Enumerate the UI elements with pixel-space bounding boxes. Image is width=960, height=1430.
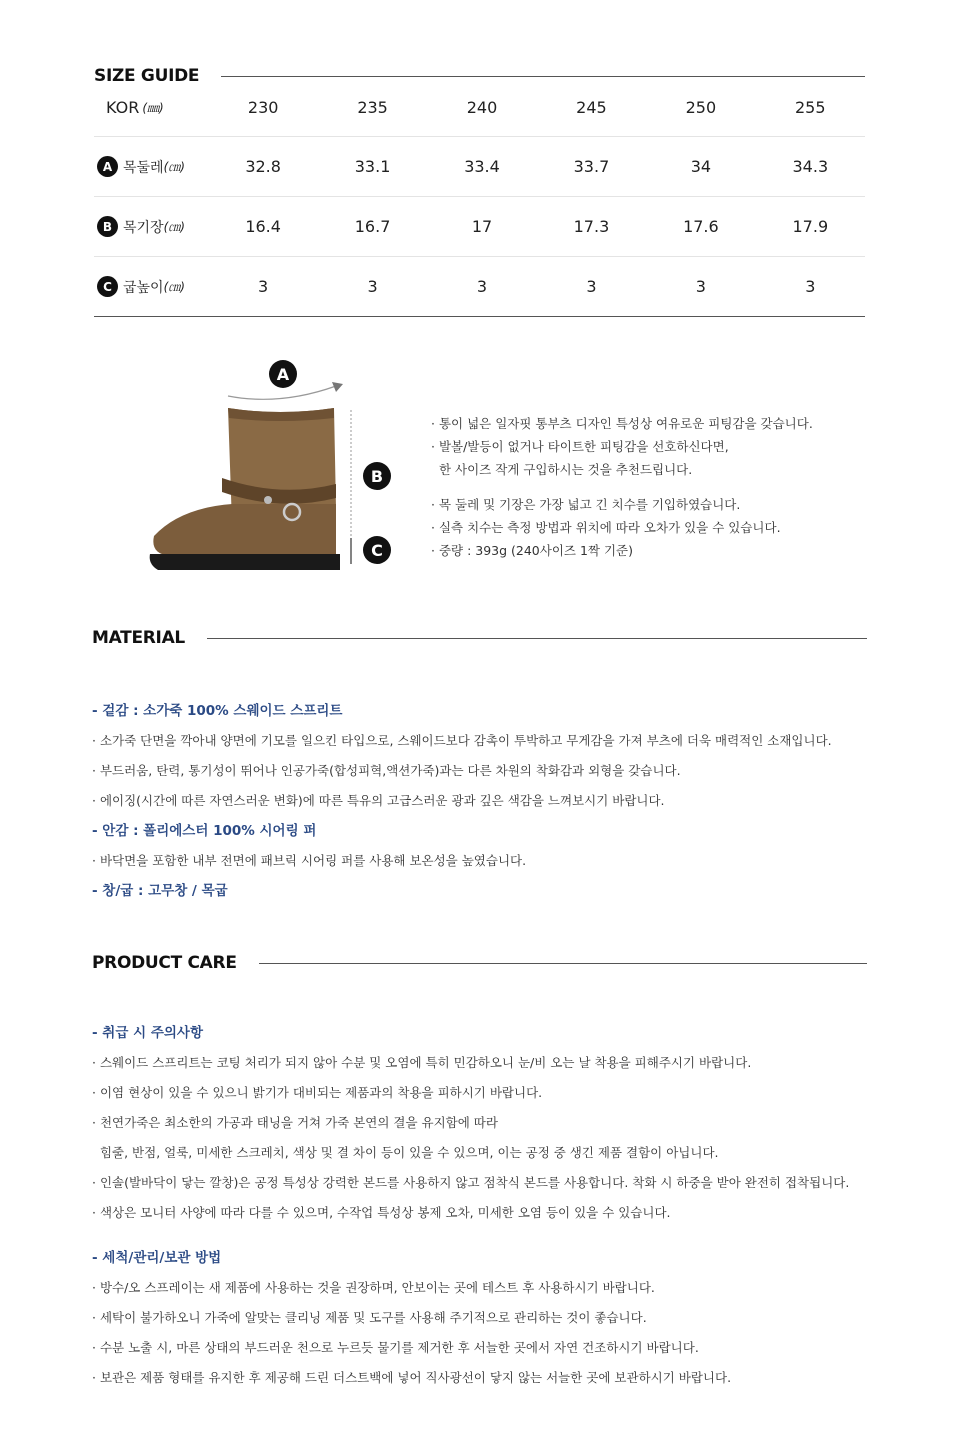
- size-col: 245: [576, 97, 607, 117]
- table-cell: 17: [471, 217, 493, 236]
- size-col: 255: [795, 97, 826, 117]
- table-row: [94, 197, 865, 257]
- care-line: · 방수/오 스프레이는 새 제품에 사용하는 것을 권장하며, 안보이는 곳에 테스트 후 사용하시기 바랍니다.: [92, 1280, 655, 1295]
- row-label-text: 목둘레: [123, 159, 164, 176]
- marker-a-text: A: [276, 365, 290, 384]
- care-line: · 수분 노출 시, 마른 상태의 부드러운 천으로 누르듯 물기를 제거한 후 서늘한 곳에서 자연 건조하시기 바랍니다.: [92, 1340, 699, 1355]
- care-content: [92, 1018, 872, 1393]
- note-line: 한 사이즈 작게 구입하시는 것을 추천드립니다.: [431, 462, 693, 477]
- kor-unit: (㎜): [142, 100, 164, 115]
- row-label: [94, 276, 208, 297]
- care-line: · 보관은 제품 형태를 유지한 후 제공해 드린 더스트백에 넣어 직사광선이 닿지 않는 서늘한 곳에 보관하시기 바랍니다.: [92, 1370, 732, 1385]
- circumference-arrow: [228, 386, 336, 399]
- material-line: · 부드러움, 탄력, 통기성이 뛰어나 인공가죽(합성피혁,액션가죽)과는 다른 차원의 착화감과 외형을 갖습니다.: [92, 763, 681, 778]
- size-col: 230: [247, 97, 279, 117]
- boot-collar: [228, 408, 334, 421]
- care-line: · 세탁이 불가하오니 가죽에 알맞는 클리닝 제품 및 도구를 사용해 주기적으로 관리하는 것이 좋습니다.: [92, 1310, 647, 1325]
- table-cell: 17.9: [792, 217, 829, 236]
- table-cell: 34: [690, 157, 712, 176]
- marker-c-text: C: [371, 541, 383, 560]
- table-row: [94, 137, 865, 197]
- note-line: · 통이 넓은 일자핏 통부츠 디자인 특성상 여유로운 피팅감을 갖습니다.: [431, 416, 813, 431]
- row-label: [94, 216, 208, 237]
- material-header: [92, 628, 867, 648]
- material-line: · 에이징(시간에 따른 자연스러운 변화)에 따른 특유의 고급스러운 광과 깊은 색감을 느껴보시기 바랍니다.: [92, 793, 665, 808]
- table-cell: 3: [805, 277, 816, 296]
- fit-notes: [431, 412, 871, 562]
- table-cell: 33.1: [354, 157, 391, 176]
- care-line: · 스웨이드 스프리트는 코팅 처리가 되지 않아 수분 및 오염에 특히 민감하오니 눈/비 오는 날 착용을 피해주시기 바랍니다.: [92, 1055, 752, 1070]
- table-cell: 3: [476, 277, 488, 296]
- note-line: · 실측 치수는 측정 방법과 위치에 따라 오차가 있을 수 있습니다.: [431, 520, 781, 535]
- note-line: · 중량 : 393g (240사이즈 1짝 기준): [431, 543, 633, 558]
- material-title: MATERIAL: [92, 628, 185, 648]
- size-col: 250: [685, 97, 717, 117]
- table-cell: 17.6: [683, 217, 719, 236]
- size-guide-title: SIZE GUIDE: [94, 66, 200, 86]
- table-cell: 16.4: [245, 217, 281, 236]
- badge-a: A: [97, 156, 118, 177]
- boot-sole: [150, 554, 340, 570]
- boot-diagram: [140, 358, 400, 578]
- material-rule: [207, 638, 867, 639]
- care-title: PRODUCT CARE: [92, 953, 237, 973]
- table-cell: 33.7: [573, 157, 610, 176]
- row-label-text: 목기장: [123, 219, 164, 236]
- table-cell: 34.3: [792, 157, 829, 176]
- material-line: · 바닥면을 포함한 내부 전면에 패브릭 시어링 퍼를 사용해 보온성을 높였습니다.: [92, 853, 527, 868]
- kor-text: KOR: [106, 97, 140, 117]
- boot-illustration: [140, 358, 400, 578]
- size-col: 235: [357, 97, 388, 117]
- row-unit: (㎝): [163, 220, 185, 234]
- lining-material-title: - 안감 : 폴리에스터 100% 시어링 퍼: [92, 823, 317, 839]
- care-line: · 인솔(발바닥이 닿는 깔창)은 공정 특성상 강력한 본드를 사용하지 않고 점착식 본드를 사용합니다. 착화 시 하중을 받아 완전히 접착됩니다.: [92, 1175, 850, 1190]
- fit-notes-group-1: [431, 412, 871, 481]
- size-table: [94, 78, 865, 317]
- table-cell: 33.4: [464, 157, 500, 176]
- table-cell: 3: [367, 277, 378, 296]
- badge-b: B: [97, 216, 118, 237]
- table-cell: 3: [258, 277, 269, 296]
- handling-title: - 취급 시 주의사항: [92, 1025, 203, 1041]
- care-line: · 색상은 모니터 사양에 따라 다를 수 있으며, 수작업 특성상 봉제 오차, 미세한 오염 등이 있을 수 있습니다.: [92, 1205, 671, 1220]
- row-label: [94, 156, 208, 177]
- outer-material-title: - 겉감 : 소가죽 100% 스웨이드 스프리트: [92, 703, 343, 719]
- table-cell: 32.8: [245, 157, 281, 176]
- row-unit: (㎝): [163, 280, 185, 294]
- boot-toe: [153, 504, 336, 556]
- material-line: · 소가죽 단면을 깍아내 양면에 기모를 일으킨 타입으로, 스웨이드보다 감촉이 투박하고 무게감을 가져 부츠에 더욱 매력적인 소재입니다.: [92, 733, 832, 748]
- material-content: [92, 696, 872, 906]
- note-line: · 발볼/발등이 없거나 타이트한 피팅감을 선호하신다면,: [431, 439, 729, 454]
- size-guide-rule: [221, 76, 865, 77]
- kor-label: [94, 98, 208, 117]
- fit-notes-group-2: [431, 493, 871, 562]
- table-cell: 17.3: [573, 217, 610, 236]
- care-line: · 천연가죽은 최소한의 가공과 태닝을 거쳐 가죽 본연의 결을 유지함에 따라: [92, 1115, 498, 1130]
- care-line: · 이염 현상이 있을 수 있으니 밝기가 대비되는 제품과의 착용을 피하시기 바랍니다.: [92, 1085, 543, 1100]
- sole-material-title: - 창/굽 : 고무창 / 목굽: [92, 883, 228, 899]
- spacer: [92, 1228, 872, 1243]
- rivet-icon: [264, 496, 272, 504]
- table-cell: 3: [695, 277, 706, 296]
- marker-b-text: B: [370, 467, 384, 486]
- size-table-header-row: [94, 78, 865, 137]
- note-line: · 목 둘레 및 기장은 가장 넓고 긴 치수를 기입하였습니다.: [431, 497, 741, 512]
- row-unit: (㎝): [163, 160, 185, 174]
- cleaning-title: - 세척/관리/보관 방법: [92, 1250, 222, 1266]
- badge-c: C: [97, 276, 118, 297]
- care-rule: [259, 963, 867, 964]
- table-cell: 16.7: [354, 217, 391, 236]
- care-header: [92, 953, 867, 973]
- table-row: [94, 257, 865, 317]
- table-cell: 3: [586, 277, 597, 296]
- care-line: 힘줄, 반점, 얼룩, 미세한 스크레치, 색상 및 결 차이 등이 있을 수 있으며, 이는 공정 중 생긴 제품 결함이 아닙니다.: [92, 1145, 719, 1160]
- size-col: 240: [466, 97, 498, 117]
- row-label-text: 굽높이: [123, 279, 164, 296]
